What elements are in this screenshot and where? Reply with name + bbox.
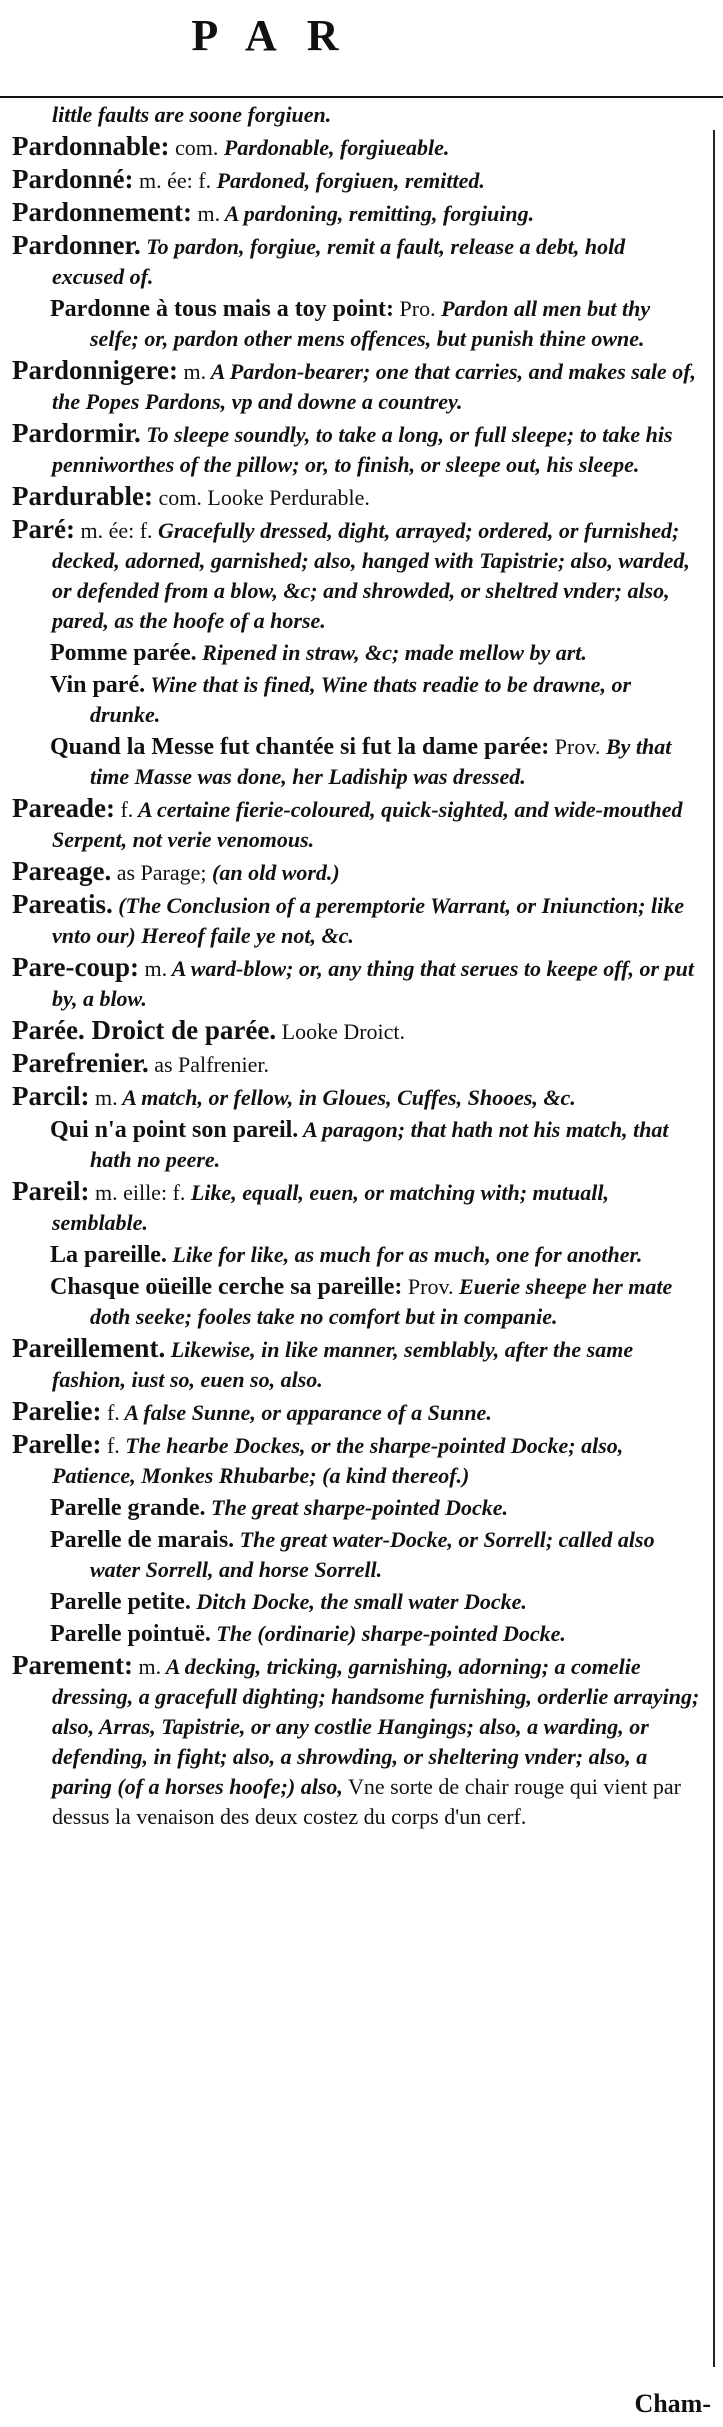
grammar-note: as Palfrenier. bbox=[148, 1052, 270, 1077]
headword: Pardormir. bbox=[12, 418, 141, 448]
headword: La pareille. bbox=[50, 1242, 167, 1268]
grammar-note: com. Looke Perdurable. bbox=[153, 485, 370, 510]
grammar-note: as Parage; bbox=[111, 860, 207, 885]
gloss: A pardoning, remitting, forgiuing. bbox=[220, 201, 535, 226]
gloss: Likewise, in like manner, semblably, after the same fashion, iust so, euen so, also. bbox=[52, 1337, 634, 1392]
dictionary-entry bbox=[12, 1397, 702, 1428]
gloss: A ward-blow; or, any thing that serues to keepe off, or put by, a blow. bbox=[52, 956, 694, 1011]
gloss: Ripened in straw, &c; made mellow by art. bbox=[196, 640, 587, 665]
grammar-note: Prov. bbox=[549, 734, 601, 759]
headword: Pardonnement: bbox=[12, 197, 192, 227]
gloss: (an old word.) bbox=[206, 860, 340, 885]
sub-entry bbox=[50, 638, 702, 668]
gloss: Pardon all men but thy selfe; or, pardon other mens offences, but punish thine owne. bbox=[90, 296, 651, 351]
dictionary-entry bbox=[12, 198, 702, 229]
grammar-note: Prov. bbox=[402, 1274, 454, 1299]
headword: Parelie: bbox=[12, 1396, 102, 1426]
sub-entry bbox=[50, 670, 702, 730]
headword: Parelle grande. bbox=[50, 1495, 206, 1521]
headword: Pareage. bbox=[12, 856, 112, 886]
headword: Parelle pointuë. bbox=[50, 1621, 211, 1647]
grammar-note: m. bbox=[138, 956, 168, 981]
headword: Pardonné: bbox=[12, 164, 134, 194]
sub-entry bbox=[50, 1619, 702, 1649]
headword: Vin paré. bbox=[50, 672, 146, 698]
sub-entry bbox=[50, 294, 702, 354]
grammar-note: m. bbox=[191, 201, 221, 226]
gloss: Ditch Docke, the small water Docke. bbox=[190, 1589, 527, 1614]
headword: Parefrenier. bbox=[12, 1048, 149, 1078]
headword: Pareil: bbox=[12, 1176, 90, 1206]
right-column-rule bbox=[713, 130, 715, 2367]
french-note: Vne sorte de chair rouge qui vient par dessus la venaison des deux costez du corps d'un cerf. bbox=[52, 1774, 681, 1829]
dictionary-entry bbox=[12, 482, 702, 513]
grammar-note: com. bbox=[169, 135, 219, 160]
gloss: Pardonable, forgiueable. bbox=[218, 135, 450, 160]
gloss: Wine that is fined, Wine thats readie to be drawne, or drunke. bbox=[90, 672, 631, 727]
dictionary-entry bbox=[12, 1016, 702, 1047]
dictionary-entry bbox=[12, 356, 702, 417]
grammar-note: m. eille: f. bbox=[89, 1180, 186, 1205]
grammar-note: f. bbox=[114, 797, 134, 822]
sub-entry bbox=[50, 1272, 702, 1332]
sub-entry bbox=[50, 1525, 702, 1585]
sub-entry bbox=[50, 1115, 702, 1175]
headword: Pardurable: bbox=[12, 481, 153, 511]
dictionary-entry bbox=[12, 1082, 702, 1113]
headword: Parement: bbox=[12, 1650, 133, 1680]
dictionary-entry bbox=[12, 132, 702, 163]
gloss: Like, equall, euen, or matching with; mutuall, semblable. bbox=[52, 1180, 609, 1235]
gloss: Pardoned, forgiuen, remitted. bbox=[211, 168, 485, 193]
headword: Pardonner. bbox=[12, 230, 141, 260]
dictionary-entry bbox=[12, 1430, 702, 1491]
grammar-note: f. bbox=[101, 1433, 120, 1458]
sub-entry bbox=[50, 1240, 702, 1270]
entry-list bbox=[12, 100, 702, 2357]
dictionary-entry bbox=[12, 419, 702, 480]
gloss: By that time Masse was done, her Ladiship was dressed. bbox=[90, 734, 672, 789]
dictionary-entry bbox=[12, 1334, 702, 1395]
sub-entry bbox=[50, 732, 702, 792]
gloss: A Pardon-bearer; one that carries, and makes sale of, the Popes Pardons, vp and downe a countrey. bbox=[52, 359, 697, 414]
gloss: The hearbe Dockes, or the sharpe-pointed Docke; also, Patience, Monkes Rhubarbe; (a kind thereof.) bbox=[52, 1433, 624, 1488]
gloss: The great sharpe-pointed Docke. bbox=[205, 1495, 508, 1520]
gloss: little faults are soone forgiuen. bbox=[52, 102, 332, 127]
headword: Parcil: bbox=[12, 1081, 90, 1111]
headword: Parée. Droict de parée. bbox=[12, 1015, 277, 1045]
headword: Pareade: bbox=[12, 793, 115, 823]
grammar-note: Pro. bbox=[394, 296, 436, 321]
grammar-note: Looke Droict. bbox=[276, 1019, 406, 1044]
gloss: To pardon, forgiue, remit a fault, release a debt, hold excused of. bbox=[52, 234, 626, 289]
dictionary-entry bbox=[12, 857, 702, 888]
gloss: The great water-Docke, or Sorrell; called also water Sorrell, and horse Sorrell. bbox=[90, 1527, 655, 1582]
grammar-note: m. ée: f. bbox=[133, 168, 212, 193]
dictionary-entry bbox=[12, 794, 702, 855]
headword: Parelle petite. bbox=[50, 1589, 191, 1615]
dictionary-entry bbox=[12, 890, 702, 951]
grammar-note: m. ée: f. bbox=[74, 518, 153, 543]
gloss: A match, or fellow, in Gloues, Cuffes, Shooes, &c. bbox=[117, 1085, 576, 1110]
catchword: Cham- bbox=[634, 2389, 711, 2418]
headword: Qui n'a point son pareil. bbox=[50, 1117, 299, 1143]
gloss: Gracefully dressed, dight, arrayed; ordered, or furnished; decked, adorned, garnished; also, hanged with Tapistrie; also, warded, or defended from a blow, &c; and shrowded, or sheltred vnder; also, pared, as the hoofe of a horse. bbox=[52, 518, 690, 633]
dictionary-entry bbox=[12, 953, 702, 1014]
headword: Pardonnigere: bbox=[12, 355, 178, 385]
gloss: Euerie sheepe her mate doth seeke; fooles take no comfort but in companie. bbox=[90, 1274, 673, 1329]
dictionary-entry bbox=[12, 1049, 702, 1080]
dictionary-entry bbox=[12, 1651, 702, 1832]
page-header bbox=[0, 0, 723, 98]
headword: Parelle: bbox=[12, 1429, 102, 1459]
headword: Pareillement. bbox=[12, 1333, 166, 1363]
gloss: Like for like, as much for as much, one for another. bbox=[166, 1242, 643, 1267]
gloss: (The Conclusion of a peremptorie Warrant, or Iniunction; like vnto our) Hereof faile ye not, &c. bbox=[52, 893, 684, 948]
dictionary-entry bbox=[12, 515, 702, 636]
gloss: The (ordinarie) sharpe-pointed Docke. bbox=[210, 1621, 566, 1646]
dictionary-entry bbox=[12, 100, 702, 130]
dictionary-entry bbox=[12, 165, 702, 196]
dictionary-entry bbox=[12, 231, 702, 292]
grammar-note: m. bbox=[132, 1654, 162, 1679]
headword: Pareatis. bbox=[12, 889, 113, 919]
gloss: A decking, tricking, garnishing, adorning; a comelie dressing, a gracefull dighting; handsome furnishing, orderlie arraying; also, Arras, Tapistrie, or any costlie Hangings; also, a warding, or defending, in fight; also, a shrowding, or sheltering vnder; also, a paring (of a horses hoofe;) also, bbox=[52, 1654, 700, 1799]
headword: Pardonne à tous mais a toy point: bbox=[50, 296, 395, 322]
sub-entry bbox=[50, 1587, 702, 1617]
headword: Quand la Messe fut chantée si fut la dame parée: bbox=[50, 734, 550, 760]
gloss: To sleepe soundly, to take a long, or full sleepe; to take his penniworthes of the pillow; or, to finish, or sleepe out, his sleepe. bbox=[52, 422, 673, 477]
sub-entry bbox=[50, 1493, 702, 1523]
dictionary-entry bbox=[12, 1177, 702, 1238]
grammar-note: m. bbox=[177, 359, 207, 384]
gloss: A false Sunne, or apparance of a Sunne. bbox=[119, 1400, 492, 1425]
headword: Pare-coup: bbox=[12, 952, 139, 982]
grammar-note: f. bbox=[101, 1400, 120, 1425]
grammar-note: m. bbox=[89, 1085, 118, 1110]
headword: Pomme parée. bbox=[50, 640, 197, 666]
gloss: A certaine fierie-coloured, quick-sighted, and wide-mouthed Serpent, not verie venomous. bbox=[52, 797, 683, 852]
headword: Paré: bbox=[12, 514, 75, 544]
headword: Chasque oüeille cerche sa pareille: bbox=[50, 1274, 403, 1300]
page-title: PAR bbox=[191, 11, 369, 60]
gloss: A paragon; that hath not his match, that hath no peere. bbox=[90, 1117, 669, 1172]
headword: Pardonnable: bbox=[12, 131, 170, 161]
headword: Parelle de marais. bbox=[50, 1527, 235, 1553]
